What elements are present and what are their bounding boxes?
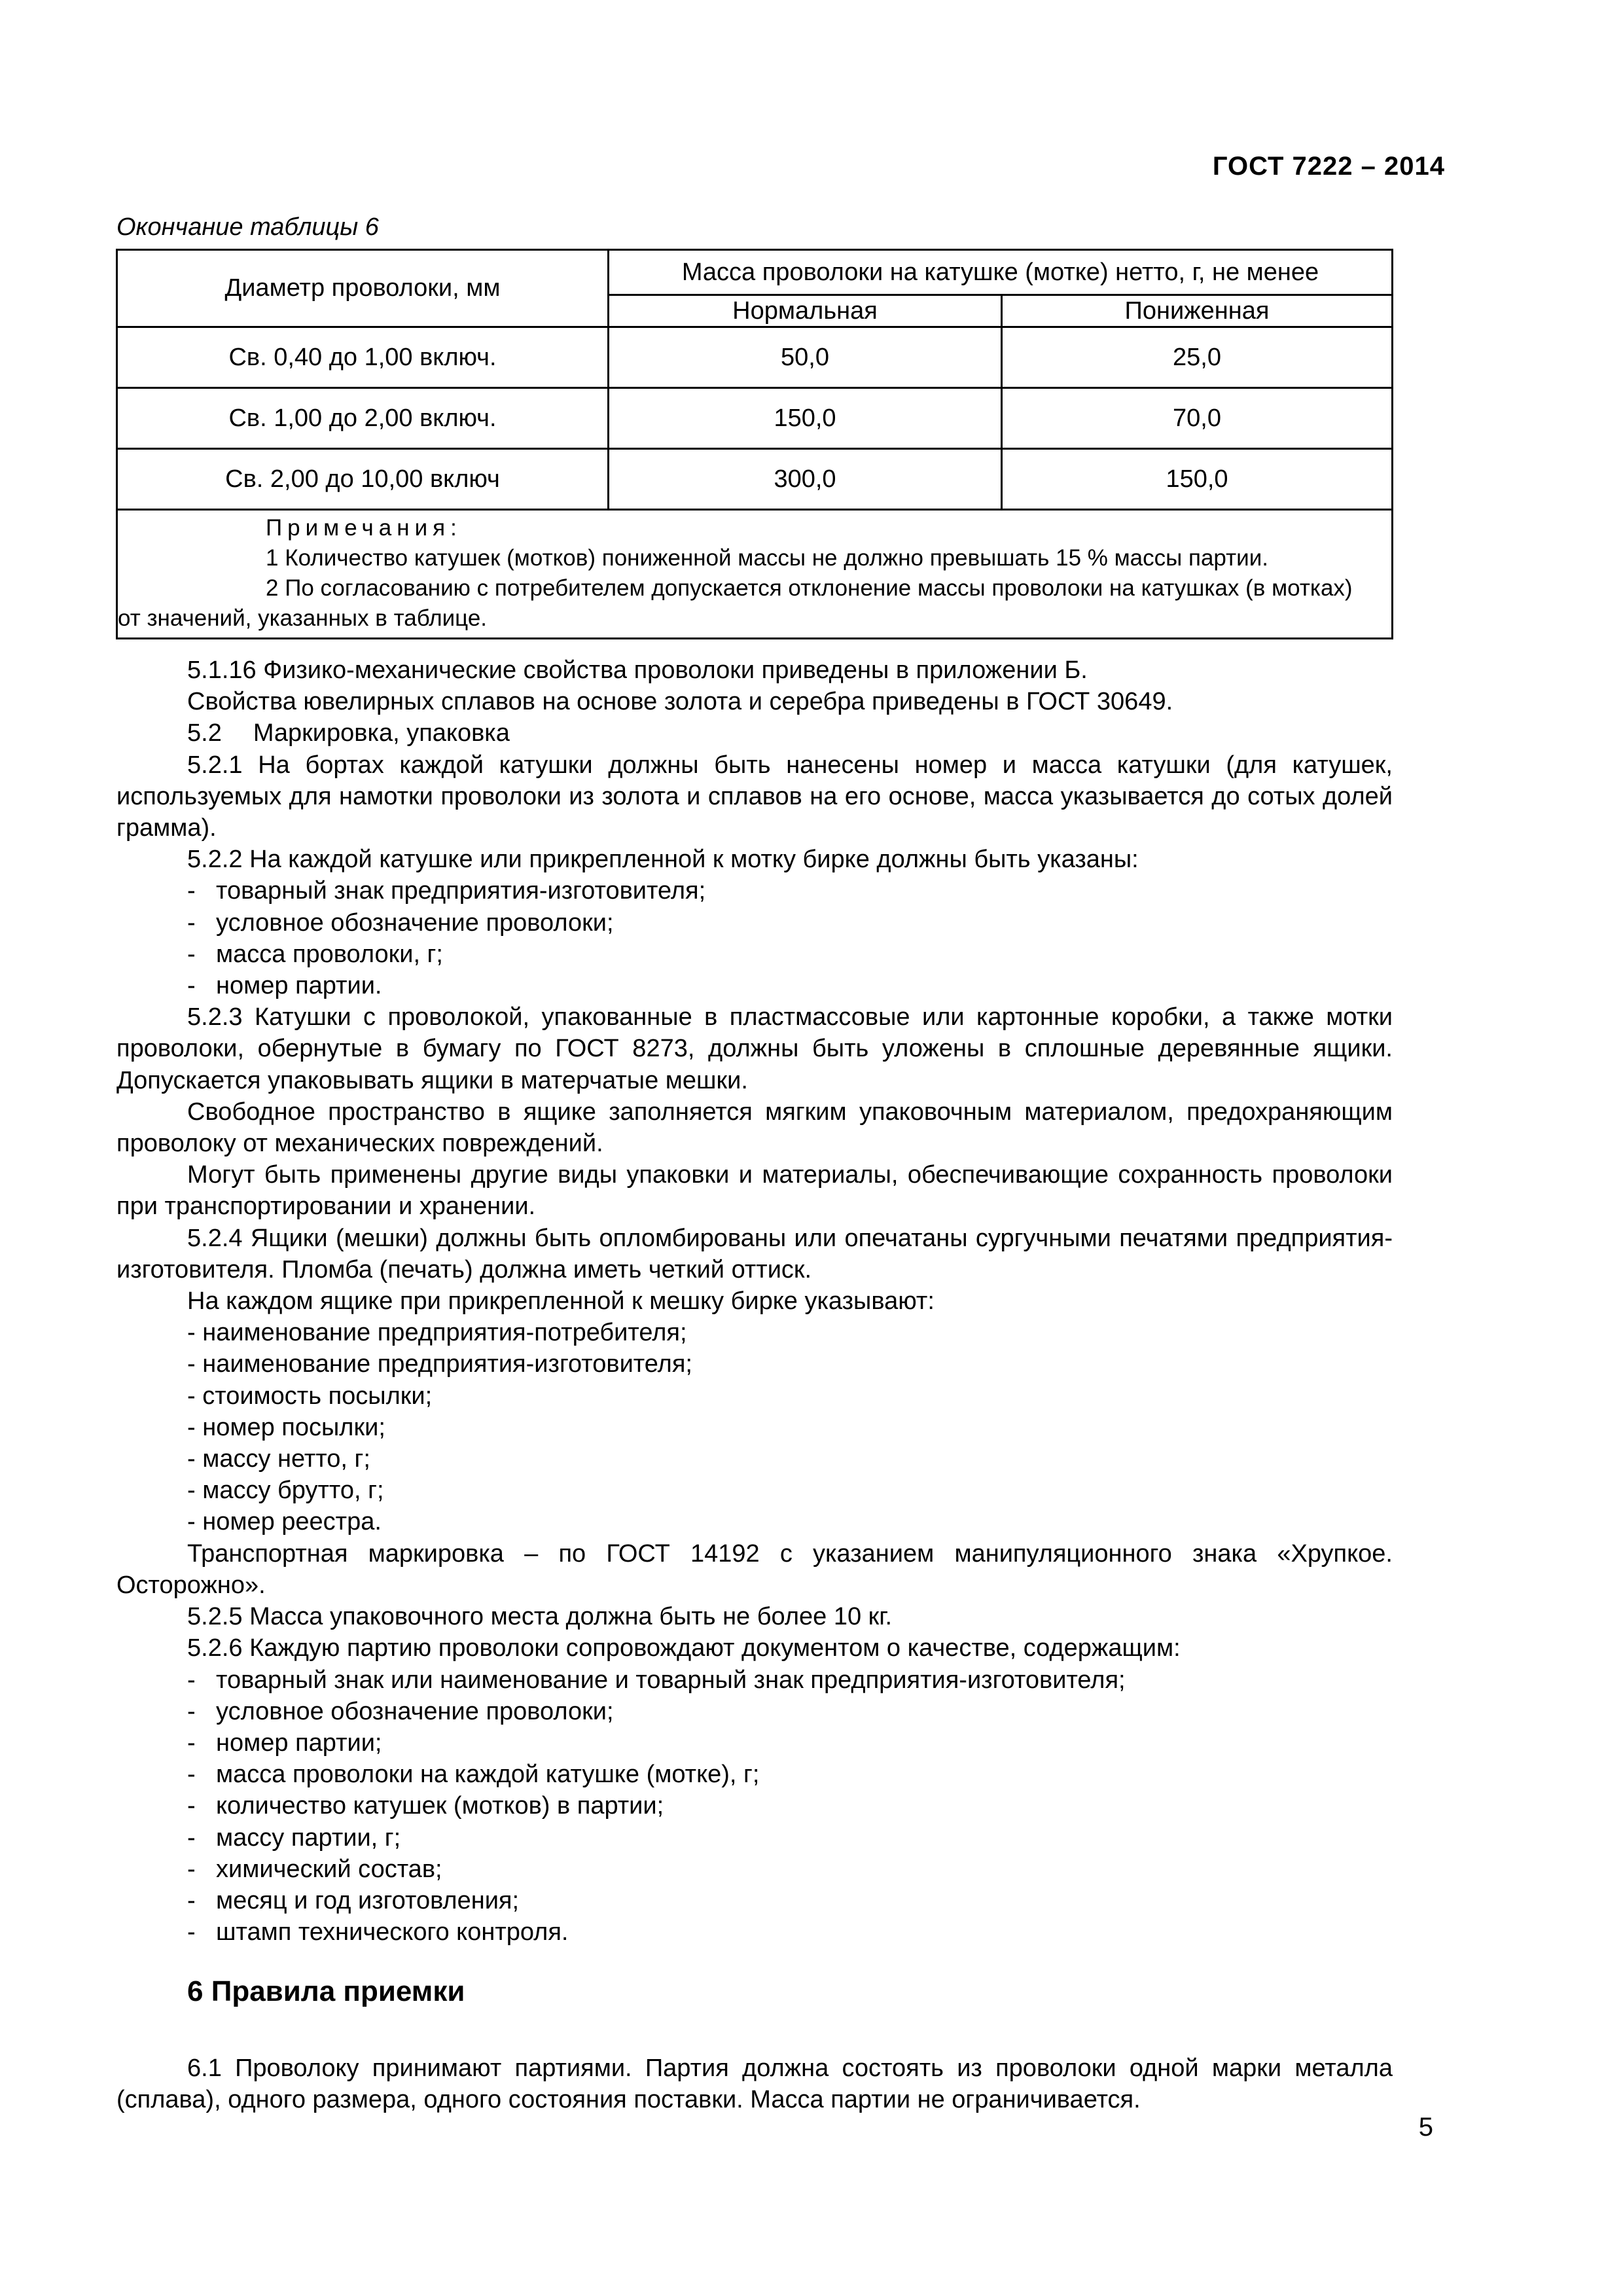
table-row	[117, 388, 1393, 449]
list-dash: -	[187, 1697, 196, 1725]
list-item: - стоимость посылки;	[187, 1382, 433, 1410]
list-item: - наименование предприятия-потребителя;	[187, 1319, 687, 1347]
header-normal: Нормальная	[609, 295, 1002, 327]
table-caption: Окончание таблицы 6	[116, 213, 379, 241]
paragraph-5-2-3: 5.2.3 Катушки с проволокой, упакованные в пластмассовые или картонные коробки, а также мотки проволоки, обернутые в бумагу по ГОСТ 8273, должны быть уложены в сплошные деревянные ящики. Допускается упаковывать ящики в матерчатые мешки.	[116, 1003, 1393, 1094]
note-1: 1 Количество катушек (мотков) пониженной массы не должно превышать 15 % массы партии.	[266, 545, 1268, 571]
list-item: - условное обозначение проволоки;	[116, 907, 1393, 939]
paragraph-free-space: Свободное пространство в ящике заполняется мягким упаковочным материалом, предохраняющим проволоку от механических повреждений.	[116, 1098, 1393, 1158]
paragraph-6-1: 6.1 Проволоку принимают партиями. Партия должна состоять из проволоки одной марки металла (сплава), одного размера, одного состояния поставки. Масса партии не ограничивается.	[116, 2054, 1393, 2114]
list-dash: -	[187, 1886, 196, 1914]
list-dash: -	[187, 908, 196, 937]
body-section-5	[116, 655, 1393, 1948]
list-box-marking	[116, 1317, 1393, 1537]
table-row	[117, 327, 1393, 388]
cell-reduced: 25,0	[1002, 327, 1393, 388]
list-dash: -	[187, 1855, 196, 1883]
list-item: - количество катушек (мотков) в партии;	[116, 1790, 1393, 1821]
table-row	[117, 449, 1393, 510]
paragraph-5-2-2: 5.2.2 На каждой катушке или прикрепленной к мотку бирке должны быть указаны:	[187, 846, 1139, 874]
list-item: - номер посылки;	[187, 1413, 385, 1441]
list-item: - номер партии.	[116, 970, 1393, 1001]
cell-normal: 300,0	[609, 449, 1002, 510]
paragraph-5-2-1: 5.2.1 На бортах каждой катушки должны быть нанесены номер и масса катушки (для катушек, используемых для намотки проволоки из золота и сплавов на его основе, масса указывается до сотых долей грамма).	[116, 751, 1393, 842]
notes-title: Примечания:	[266, 515, 462, 541]
list-dash: -	[187, 1792, 196, 1820]
note-2-line-2: от значений, указанных в таблице.	[118, 605, 488, 631]
list-dash: -	[187, 972, 196, 1000]
cell-reduced: 150,0	[1002, 449, 1393, 510]
cell-diameter: Св. 2,00 до 10,00 включ	[117, 449, 609, 510]
note-2-line-1: 2 По согласованию с потребителем допускается отклонение массы проволоки на катушках (в мотках)	[266, 575, 1353, 601]
list-item: - массу партии, г;	[116, 1822, 1393, 1854]
list-dash: -	[187, 1666, 196, 1694]
list-item: - номер партии;	[116, 1727, 1393, 1759]
table-notes-row	[117, 510, 1393, 639]
list-item: - товарный знак предприятия-изготовителя;	[116, 875, 1393, 906]
list-dash: -	[187, 1761, 196, 1789]
paragraph-each-box: На каждом ящике при прикрепленной к мешку бирке указывают:	[187, 1287, 935, 1316]
paragraph-5-2-5: 5.2.5 Масса упаковочного места должна быть не более 10 кг.	[187, 1603, 893, 1631]
paragraph-5-2-6: 5.2.6 Каждую партию проволоки сопровождают документом о качестве, содержащим:	[187, 1634, 1181, 1662]
table-notes	[117, 510, 1393, 639]
heading-5-2-number: 5.2	[187, 719, 222, 747]
wire-mass-table	[116, 249, 1393, 639]
cell-normal: 50,0	[609, 327, 1002, 388]
paragraph-alloys: Свойства ювелирных сплавов на основе золота и серебра приведены в ГОСТ 30649.	[187, 688, 1173, 716]
table-header-row	[117, 250, 1393, 295]
list-item: - массу брутто, г;	[187, 1477, 384, 1505]
list-dash: -	[187, 1823, 196, 1852]
body-section-6	[116, 2053, 1393, 2115]
paragraph-5-2-4: 5.2.4 Ящики (мешки) должны быть опломбированы или опечатаны сургучными печатями предприятия-изготовителя. Пломба (печать) должна иметь четкий оттиск.	[116, 1224, 1393, 1283]
header-diameter: Диаметр проволоки, мм	[117, 250, 609, 327]
list-5-2-6	[116, 1664, 1393, 1948]
list-item: - условное обозначение проволоки;	[116, 1696, 1393, 1727]
list-dash: -	[187, 940, 196, 968]
list-dash: -	[187, 1729, 196, 1757]
page-number: 5	[1418, 2113, 1433, 2142]
list-5-2-2	[116, 875, 1393, 1001]
list-item: - масса проволоки на каждой катушке (мотке), г;	[116, 1759, 1393, 1790]
cell-diameter: Св. 0,40 до 1,00 включ.	[117, 327, 609, 388]
cell-reduced: 70,0	[1002, 388, 1393, 449]
list-dash: -	[187, 877, 196, 905]
list-dash: -	[187, 1918, 196, 1946]
list-item: - штамп технического контроля.	[116, 1916, 1393, 1948]
heading-5-2-title: Маркировка, упаковка	[253, 719, 510, 747]
list-item: - масса проволоки, г;	[116, 939, 1393, 970]
document-code-header: ГОСТ 7222 – 2014	[1212, 152, 1445, 181]
heading-5-2	[116, 717, 1393, 749]
paragraph-transport-marking: Транспортная маркировка – по ГОСТ 14192 с указанием манипуляционного знака «Хрупкое. Осторожно».	[116, 1539, 1393, 1599]
list-item: - месяц и год изготовления;	[116, 1885, 1393, 1916]
cell-normal: 150,0	[609, 388, 1002, 449]
cell-diameter: Св. 1,00 до 2,00 включ.	[117, 388, 609, 449]
paragraph-other-packaging: Могут быть применены другие виды упаковки и материалы, обеспечивающие сохранность проволоки при транспортировании и хранении.	[116, 1161, 1393, 1221]
list-item: - наименование предприятия-изготовителя;	[187, 1350, 692, 1378]
list-item: - химический состав;	[116, 1854, 1393, 1885]
section-6-heading: 6 Правила приемки	[187, 1975, 465, 2007]
header-mass: Масса проволоки на катушке (мотке) нетто, г, не менее	[609, 250, 1393, 295]
list-item: - номер реестра.	[187, 1508, 382, 1536]
paragraph-5-1-16: 5.1.16 Физико-механические свойства проволоки приведены в приложении Б.	[187, 656, 1088, 684]
list-item: - массу нетто, г;	[187, 1445, 370, 1473]
list-item: - товарный знак или наименование и товарный знак предприятия-изготовителя;	[116, 1664, 1393, 1696]
header-reduced: Пониженная	[1002, 295, 1393, 327]
